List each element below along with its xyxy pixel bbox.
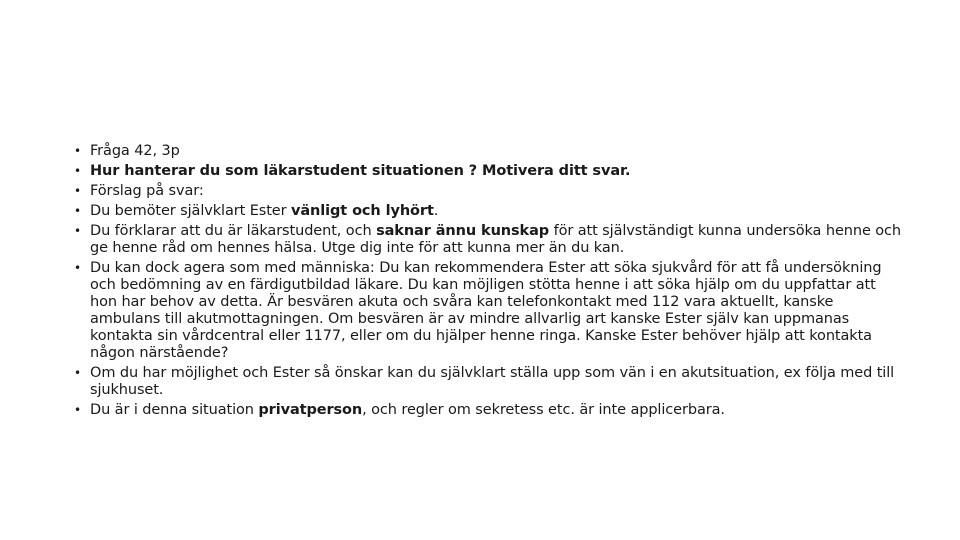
bullet-text: . [433,203,439,219]
bullet-text-bold: Hur hanterar du som läkarstudent situationen ? Motivera ditt svar. [90,163,631,179]
bullet-text: Förslag på svar: [90,183,204,199]
bullet-dot-icon: • [74,261,81,275]
bullet-dot-icon: • [74,184,81,198]
bullet-text: Du bemöter självklart Ester [90,203,292,219]
bullet-text: Du är i denna situation [90,402,259,418]
bullet-item [74,183,904,200]
bullet-item [74,163,904,180]
bullet-text: Fråga 42, 3p [90,143,180,159]
bullet-dot-icon: • [74,403,81,417]
bullet-text: , och regler om sekretess etc. är inte applicerbara. [362,402,725,418]
bullet-item [74,365,904,399]
bullet-text: Du förklarar att du är läkarstudent, och [90,223,377,239]
bullet-item [74,260,904,362]
bullet-item [74,223,904,257]
bullet-text: Du kan dock agera som med människa: Du kan rekommendera Ester att söka sjukvård för att få undersökning och bedömning av en färdigutbildad läkare. Du kan möjligen stötta henne i att söka hjälp om du uppfattar att hon har behov av detta. Är besvären akuta och svåra kan telefonkontakt med 112 vara aktuellt, kanske ambulans till akutmottagningen. Om besvären är av mindre allvarlig art kanske Ester själv kan uppmanas kontakta sin vårdcentral eller 1177, eller om du hjälper henne ringa. Kanske Ester behöver hjälp att kontakta någon närstående? [90,260,882,361]
bullet-item [74,203,904,220]
bullet-text-bold: vänligt och lyhört [291,203,434,219]
bullet-text: Om du har möjlighet och Ester så önskar kan du självklart ställa upp som vän i en akutsituation, ex följa med till sjukhuset. [90,365,895,398]
bullet-dot-icon: • [74,204,81,218]
bullet-text-bold: saknar ännu kunskap [376,223,550,239]
bullet-item [74,143,904,160]
bullet-dot-icon: • [74,224,81,238]
bullet-list [74,143,904,422]
bullet-item [74,402,904,419]
bullet-dot-icon: • [74,164,81,178]
bullet-dot-icon: • [74,144,81,158]
bullet-dot-icon: • [74,366,81,380]
bullet-text: för att självständigt kunna undersöka henne och ge henne råd om hennes hälsa. Utge dig inte för att kunna mer än du kan. [90,223,902,256]
bullet-text-bold: privatperson [258,402,363,418]
